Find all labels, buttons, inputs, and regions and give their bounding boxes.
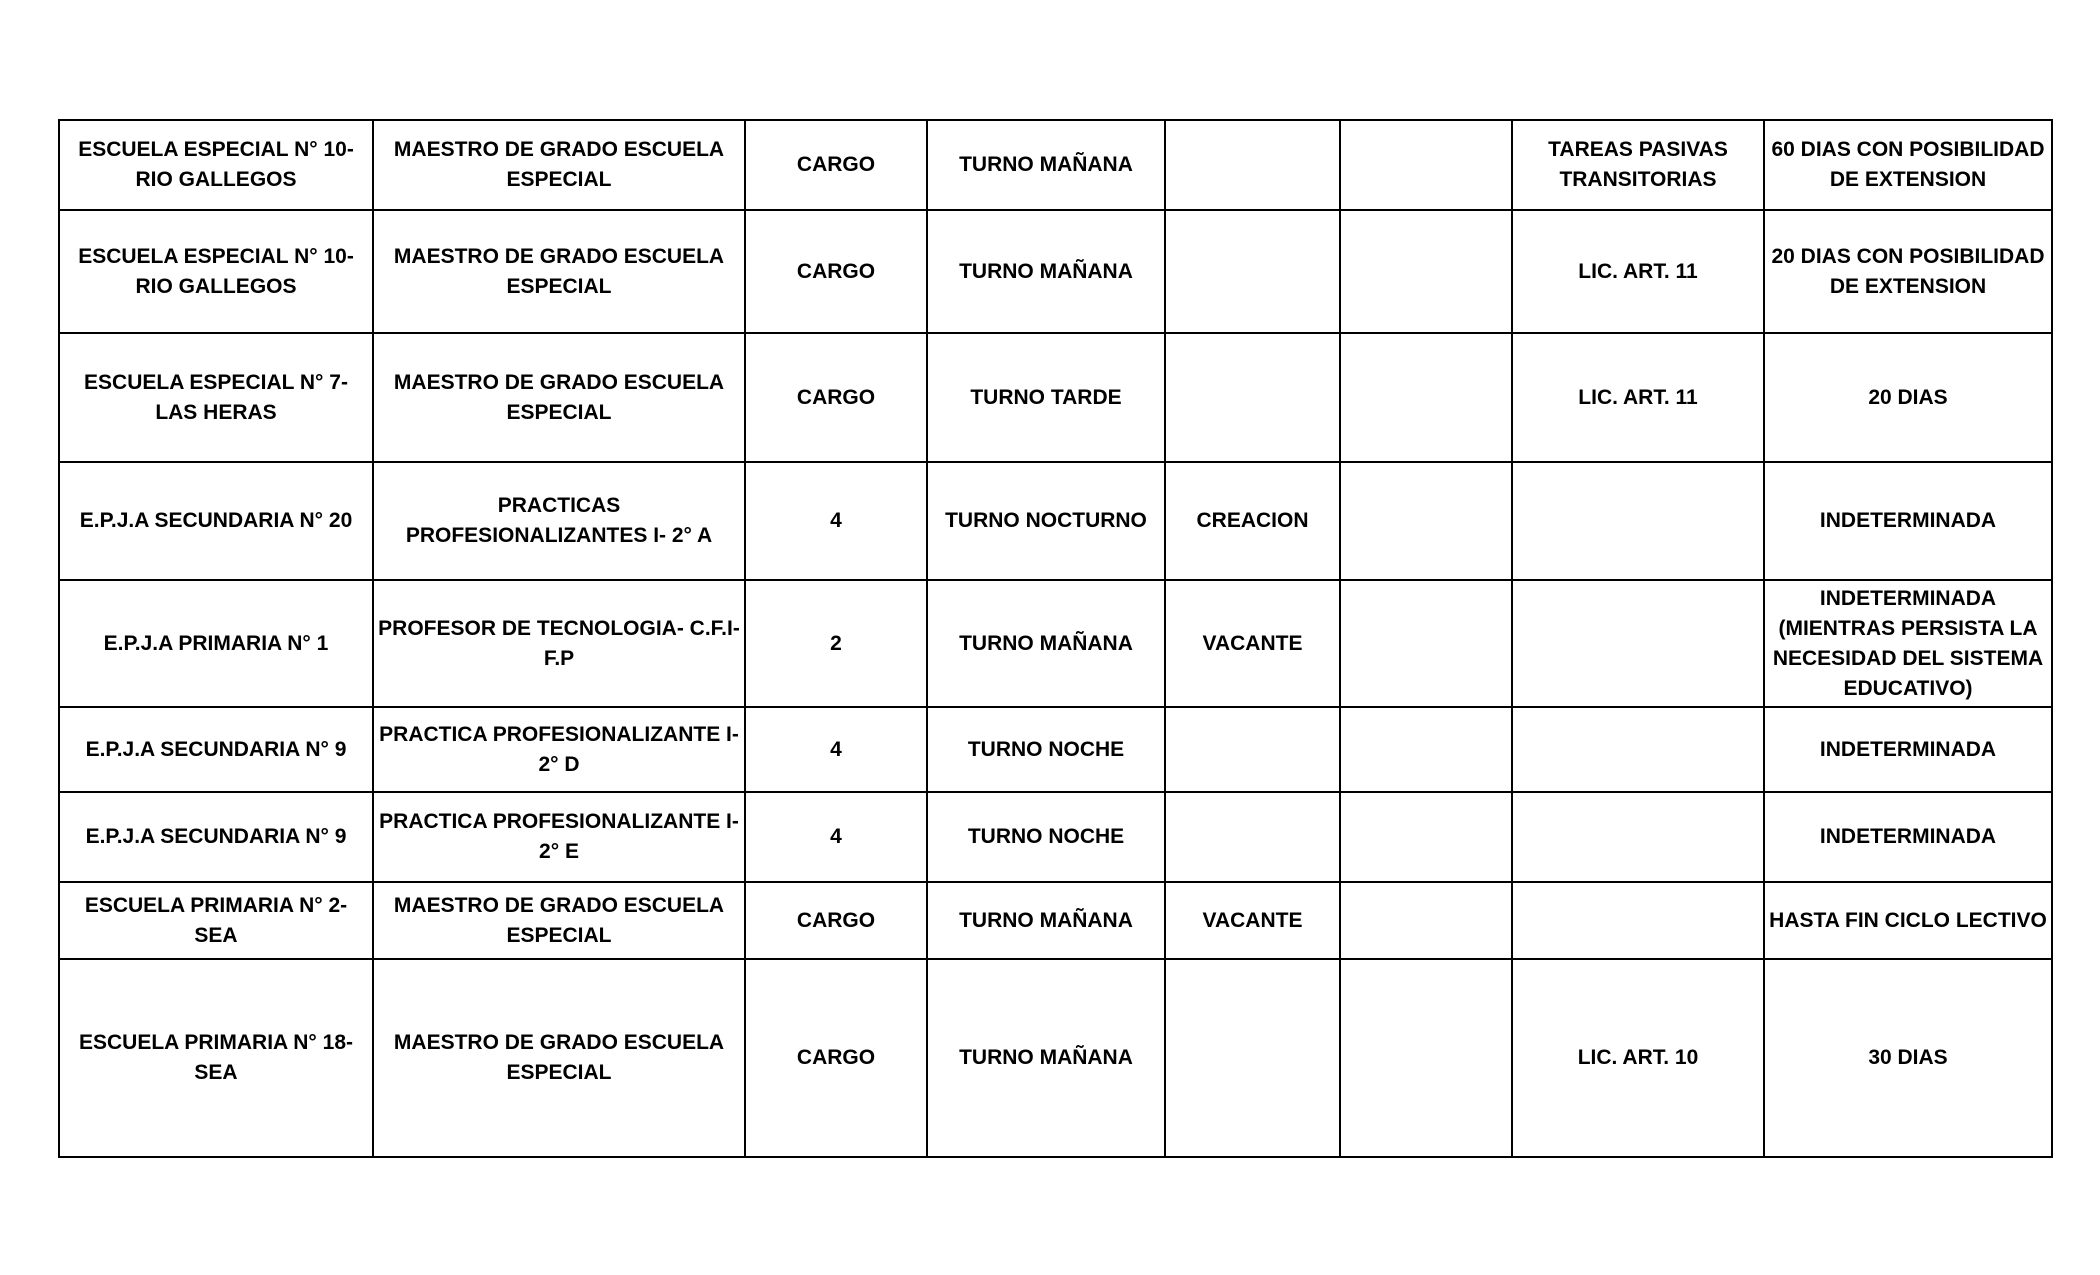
cell-situacion bbox=[1165, 333, 1340, 462]
cell-turno: TURNO MAÑANA bbox=[927, 882, 1165, 959]
cell-cargo: MAESTRO DE GRADO ESCUELA ESPECIAL bbox=[373, 333, 745, 462]
cell-duracion: 20 DIAS bbox=[1764, 333, 2052, 462]
table-row bbox=[59, 120, 2052, 210]
cell-escuela: E.P.J.A SECUNDARIA N° 9 bbox=[59, 707, 373, 792]
cell-cargo: PRACTICA PROFESIONALIZANTE I- 2° D bbox=[373, 707, 745, 792]
cell-duracion: INDETERMINADA bbox=[1764, 462, 2052, 580]
cell-turno: TURNO MAÑANA bbox=[927, 210, 1165, 333]
cell-escuela: ESCUELA PRIMARIA N° 2- SEA bbox=[59, 882, 373, 959]
cell-turno: TURNO MAÑANA bbox=[927, 120, 1165, 210]
cell-situacion bbox=[1165, 959, 1340, 1157]
table-row bbox=[59, 210, 2052, 333]
cell-turno: TURNO NOCHE bbox=[927, 792, 1165, 882]
cell-extra bbox=[1340, 462, 1512, 580]
cell-extra bbox=[1340, 882, 1512, 959]
cell-escuela: ESCUELA ESPECIAL N° 10- RIO GALLEGOS bbox=[59, 210, 373, 333]
cell-extra bbox=[1340, 959, 1512, 1157]
cell-horas: CARGO bbox=[745, 120, 927, 210]
cell-turno: TURNO MAÑANA bbox=[927, 580, 1165, 707]
cell-motivo bbox=[1512, 580, 1764, 707]
cell-duracion: INDETERMINADA bbox=[1764, 792, 2052, 882]
table-row bbox=[59, 959, 2052, 1157]
cell-extra bbox=[1340, 210, 1512, 333]
cell-cargo: PRACTICAS PROFESIONALIZANTES I- 2° A bbox=[373, 462, 745, 580]
cell-situacion bbox=[1165, 210, 1340, 333]
cell-escuela: ESCUELA ESPECIAL N° 7- LAS HERAS bbox=[59, 333, 373, 462]
cell-escuela: E.P.J.A SECUNDARIA N° 9 bbox=[59, 792, 373, 882]
vacancies-table bbox=[58, 119, 2053, 1158]
cell-escuela: E.P.J.A SECUNDARIA N° 20 bbox=[59, 462, 373, 580]
table-row bbox=[59, 882, 2052, 959]
cell-situacion bbox=[1165, 707, 1340, 792]
table-row bbox=[59, 792, 2052, 882]
cell-duracion: HASTA FIN CICLO LECTIVO bbox=[1764, 882, 2052, 959]
cell-situacion: CREACION bbox=[1165, 462, 1340, 580]
cell-escuela: ESCUELA PRIMARIA N° 18- SEA bbox=[59, 959, 373, 1157]
cell-motivo bbox=[1512, 462, 1764, 580]
cell-turno: TURNO TARDE bbox=[927, 333, 1165, 462]
cell-situacion: VACANTE bbox=[1165, 882, 1340, 959]
cell-horas: 4 bbox=[745, 792, 927, 882]
cell-duracion: 60 DIAS CON POSIBILIDAD DE EXTENSION bbox=[1764, 120, 2052, 210]
table-row bbox=[59, 462, 2052, 580]
cell-horas: 4 bbox=[745, 707, 927, 792]
cell-horas: CARGO bbox=[745, 210, 927, 333]
cell-extra bbox=[1340, 120, 1512, 210]
cell-turno: TURNO MAÑANA bbox=[927, 959, 1165, 1157]
cell-extra bbox=[1340, 333, 1512, 462]
cell-turno: TURNO NOCTURNO bbox=[927, 462, 1165, 580]
cell-motivo: LIC. ART. 10 bbox=[1512, 959, 1764, 1157]
cell-horas: 2 bbox=[745, 580, 927, 707]
cell-motivo: TAREAS PASIVAS TRANSITORIAS bbox=[1512, 120, 1764, 210]
cell-motivo: LIC. ART. 11 bbox=[1512, 333, 1764, 462]
cell-extra bbox=[1340, 707, 1512, 792]
cell-turno: TURNO NOCHE bbox=[927, 707, 1165, 792]
cell-situacion bbox=[1165, 792, 1340, 882]
cell-situacion: VACANTE bbox=[1165, 580, 1340, 707]
cell-motivo bbox=[1512, 882, 1764, 959]
cell-situacion bbox=[1165, 120, 1340, 210]
cell-escuela: ESCUELA ESPECIAL N° 10- RIO GALLEGOS bbox=[59, 120, 373, 210]
cell-cargo: MAESTRO DE GRADO ESCUELA ESPECIAL bbox=[373, 882, 745, 959]
cell-motivo: LIC. ART. 11 bbox=[1512, 210, 1764, 333]
table-row bbox=[59, 580, 2052, 707]
cell-duracion: INDETERMINADA bbox=[1764, 707, 2052, 792]
cell-horas: CARGO bbox=[745, 333, 927, 462]
cell-motivo bbox=[1512, 707, 1764, 792]
cell-duracion: INDETERMINADA (MIENTRAS PERSISTA LA NECESIDAD DEL SISTEMA EDUCATIVO) bbox=[1764, 580, 2052, 707]
cell-motivo bbox=[1512, 792, 1764, 882]
cell-extra bbox=[1340, 792, 1512, 882]
table-row bbox=[59, 707, 2052, 792]
cell-extra bbox=[1340, 580, 1512, 707]
cell-duracion: 30 DIAS bbox=[1764, 959, 2052, 1157]
cell-cargo: PROFESOR DE TECNOLOGIA- C.F.I- F.P bbox=[373, 580, 745, 707]
cell-horas: CARGO bbox=[745, 959, 927, 1157]
cell-cargo: MAESTRO DE GRADO ESCUELA ESPECIAL bbox=[373, 120, 745, 210]
table-body bbox=[59, 120, 2052, 1157]
cell-horas: CARGO bbox=[745, 882, 927, 959]
cell-cargo: PRACTICA PROFESIONALIZANTE I- 2° E bbox=[373, 792, 745, 882]
cell-cargo: MAESTRO DE GRADO ESCUELA ESPECIAL bbox=[373, 210, 745, 333]
cell-duracion: 20 DIAS CON POSIBILIDAD DE EXTENSION bbox=[1764, 210, 2052, 333]
cell-escuela: E.P.J.A PRIMARIA N° 1 bbox=[59, 580, 373, 707]
cell-cargo: MAESTRO DE GRADO ESCUELA ESPECIAL bbox=[373, 959, 745, 1157]
table-row bbox=[59, 333, 2052, 462]
cell-horas: 4 bbox=[745, 462, 927, 580]
